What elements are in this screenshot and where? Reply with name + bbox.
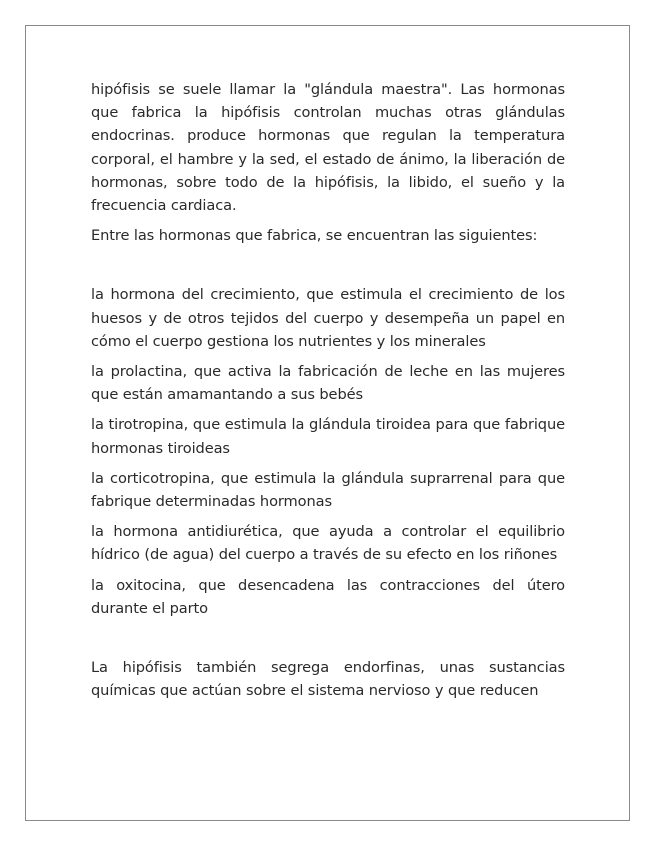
document-page — [25, 25, 630, 821]
list-item: la tirotropina, que estimula la glándula tiroidea para que fabrique hormonas tiroideas — [91, 416, 565, 457]
list-item: la hormona del crecimiento, que estimula el crecimiento de los huesos y de otros tejidos del cuerpo y desempeña un papel en cómo el cuerpo gestiona los nutrientes y los minerales — [91, 286, 565, 350]
paragraph-list-intro: Entre las hormonas que fabrica, se encuentran las siguientes: — [91, 227, 538, 245]
list-item: la oxitocina, que desencadena las contracciones del útero durante el parto — [91, 576, 565, 617]
paragraph-intro: hipófisis se suele llamar la "glándula maestra". Las hormonas que fabrica la hipófisis controlan muchas otras glándulas endocrinas. produce hormonas que regulan la temperatura corporal, el hambre y la sed, el estado de ánimo, la liberación de hormonas, sobre todo de la hipófisis, la libido, el sueño y la frecuencia cardiaca. — [91, 81, 565, 215]
document-body — [91, 78, 565, 702]
list-item: la prolactina, que activa la fabricación de leche en las mujeres que están amamantando a sus bebés — [91, 363, 565, 404]
list-item: la corticotropina, que estimula la glándula suprarrenal para que fabrique determinadas hormonas — [91, 469, 565, 511]
list-item: la hormona antidiurética, que ayuda a controlar el equilibrio hídrico (de agua) del cuerpo a través de su efecto en los riñones — [91, 523, 565, 564]
paragraph-endorphins: La hipófisis también segrega endorfinas, unas sustancias químicas que actúan sobre el sistema nervioso y que reducen — [91, 659, 565, 700]
